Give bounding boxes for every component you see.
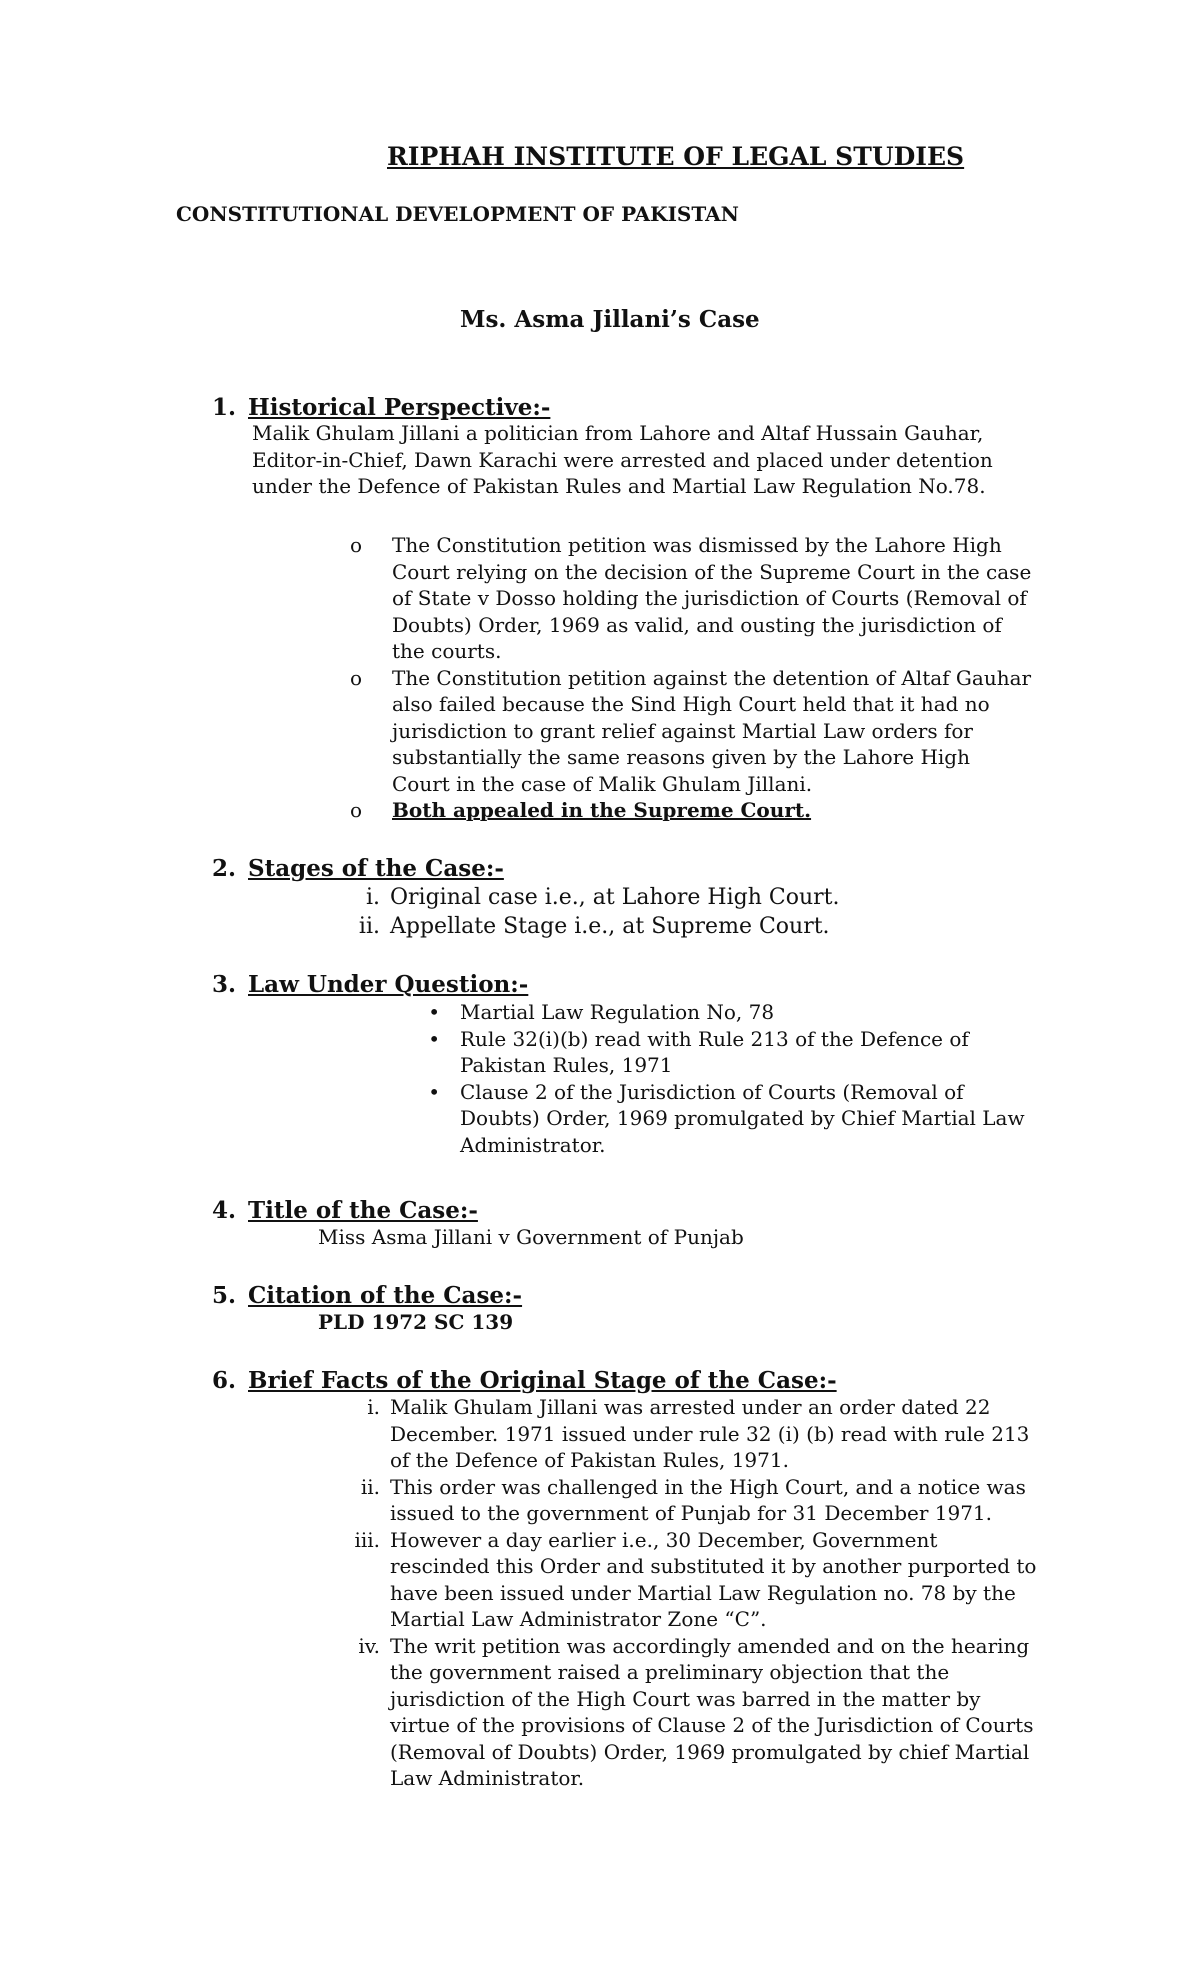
course-title: CONSTITUTIONAL DEVELOPMENT OF PAKISTAN xyxy=(176,202,739,226)
case-title-value: Miss Asma Jillani v Government of Punjab xyxy=(318,1225,744,1249)
section-title: Historical Perspective:- xyxy=(248,394,551,421)
list-item-text: This order was challenged in the High Court, and a notice was issued to the government of Punjab for 31 December 1971. xyxy=(390,1474,1026,1525)
institute-title: RIPHAH INSTITUTE OF LEGAL STUDIES xyxy=(387,142,965,171)
section-3-list xyxy=(428,999,1040,1158)
list-item-text: The Constitution petition was dismissed by the Lahore High Court relying on the decision of the Supreme Court in the case of State v Dosso holding the jurisdiction of Courts (Removal of Doubts) Order, 1969 as valid, and ousting the jurisdiction of the courts. xyxy=(392,533,1032,663)
list-item-text: Clause 2 of the Jurisdiction of Courts (Removal of Doubts) Order, 1969 promulgated by Chief Martial Law Administrator. xyxy=(460,1079,1025,1157)
list-item xyxy=(367,1394,1040,1474)
list-item-text: The Constitution petition against the detention of Altaf Gauhar also failed because the Sind High Court held that it had no jurisdiction to grant relief against Martial Law orders for substantially the same reasons given by the Lahore High Court in the case of Malik Ghulam Jillani. xyxy=(392,665,1032,796)
list-item xyxy=(428,999,1040,1026)
list-item xyxy=(349,532,1032,665)
list-item xyxy=(358,1633,1040,1792)
section-2-heading xyxy=(212,854,812,884)
section-1-heading xyxy=(212,393,812,423)
list-item xyxy=(349,797,1032,824)
section-number: 2. xyxy=(212,855,237,882)
section-1-intro: Malik Ghulam Jillani a politician from Lahore and Altaf Hussain Gauhar, Editor-in-Chief, Dawn Karachi were arrested and placed under detention under the Defence of Pakistan Rules and Martial Law Regulation No.78. xyxy=(252,421,993,498)
list-marker: ii. xyxy=(360,1474,380,1499)
list-item xyxy=(428,1026,1040,1079)
list-item-text: Original case i.e., at Lahore High Court. xyxy=(390,885,840,910)
list-item xyxy=(358,912,1030,941)
list-item-text: Rule 32(i)(b) read with Rule 213 of the Defence of Pakistan Rules, 1971 xyxy=(460,1026,969,1077)
section-3-heading xyxy=(212,970,812,1000)
list-marker: i. xyxy=(367,1395,380,1419)
list-item xyxy=(428,1079,1040,1159)
list-item-text: The writ petition was accordingly amended and on the hearing the government raised a preliminary objection that the jurisdiction of the High Court was barred in the matter by virtue of the provisions of Clause 2 of the Jurisdiction of Courts (Removal of Doubts) Order, 1969 promulgated by chief Martial Law Administrator. xyxy=(390,1633,1034,1790)
list-item xyxy=(360,1474,1040,1527)
list-marker: o xyxy=(349,665,362,690)
bullet-icon: • xyxy=(428,1026,440,1051)
section-title: Stages of the Case:- xyxy=(248,855,504,882)
list-marker: o xyxy=(349,798,362,822)
section-1-list xyxy=(349,532,1032,824)
section-6-heading xyxy=(212,1366,1012,1396)
list-item xyxy=(349,665,1032,798)
list-item-text: However a day earlier i.e., 30 December, Government rescinded this Order and substituted it by another purported to have been issued under Martial Law Regulation no. 78 by the Martial Law Administrator Zone “C”. xyxy=(390,1527,1037,1631)
section-4-heading xyxy=(212,1196,812,1226)
section-2-list xyxy=(358,883,1030,941)
list-item xyxy=(365,883,1030,912)
list-marker: ii. xyxy=(358,914,380,939)
bullet-icon: • xyxy=(428,1079,440,1104)
section-title: Law Under Question:- xyxy=(248,971,529,998)
section-number: 4. xyxy=(212,1197,237,1224)
case-title: Ms. Asma Jillani’s Case xyxy=(460,306,760,333)
list-marker: iii. xyxy=(354,1527,380,1552)
section-6-list xyxy=(354,1394,1040,1792)
section-title: Brief Facts of the Original Stage of the Case:- xyxy=(248,1367,837,1394)
list-item xyxy=(354,1527,1040,1633)
section-5-heading xyxy=(212,1281,812,1311)
section-title: Citation of the Case:- xyxy=(248,1282,523,1309)
list-item-text: Appellate Stage i.e., at Supreme Court. xyxy=(390,914,830,939)
list-marker: iv. xyxy=(358,1633,380,1658)
section-title: Title of the Case:- xyxy=(248,1197,478,1224)
section-number: 6. xyxy=(212,1367,237,1394)
list-item-text: Both appealed in the Supreme Court. xyxy=(392,798,812,822)
section-number: 1. xyxy=(212,394,237,421)
list-marker: i. xyxy=(365,885,380,910)
bullet-icon: • xyxy=(428,1000,440,1024)
section-number: 3. xyxy=(212,971,237,998)
section-number: 5. xyxy=(212,1282,237,1309)
list-marker: o xyxy=(349,533,362,557)
list-item-text: Malik Ghulam Jillani was arrested under an order dated 22 December. 1971 issued under rule 32 (i) (b) read with rule 213 of the Defence of Pakistan Rules, 1971. xyxy=(390,1395,1030,1472)
list-item-text: Martial Law Regulation No, 78 xyxy=(460,1000,775,1024)
citation-value: PLD 1972 SC 139 xyxy=(318,1310,514,1334)
